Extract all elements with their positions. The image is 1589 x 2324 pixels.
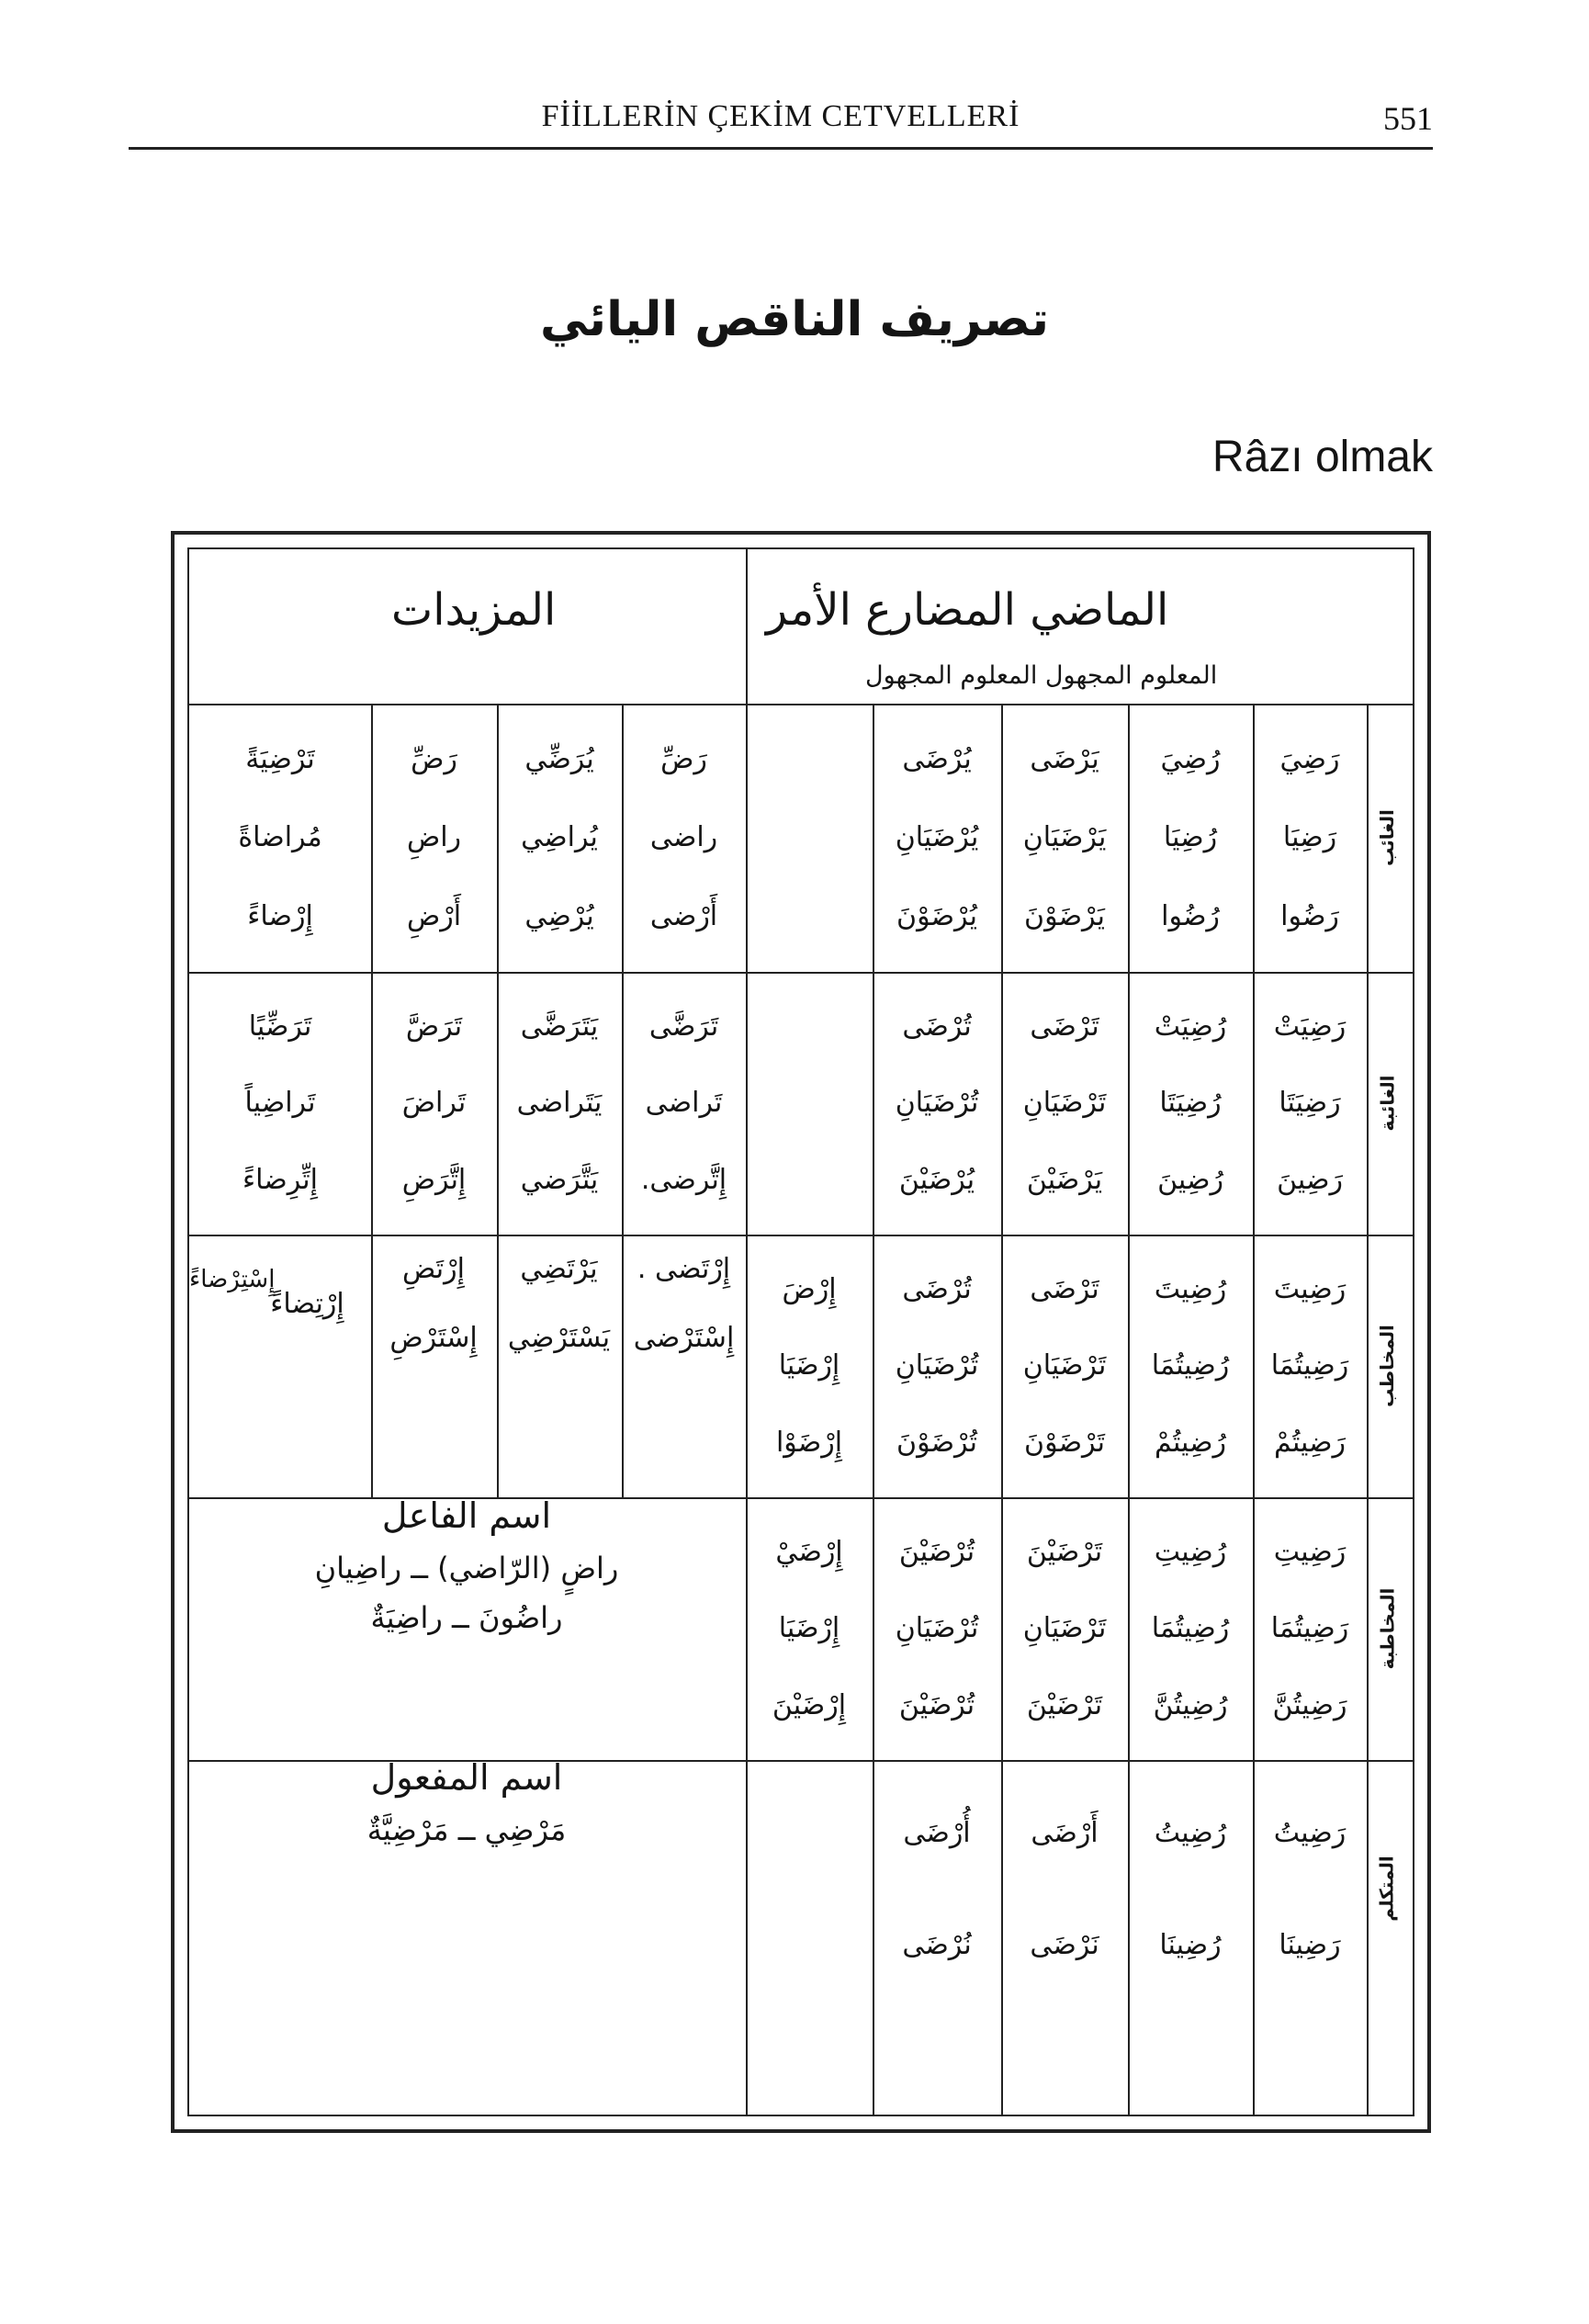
ism-maful-line1: مَرْضِي ــ مَرْضِيَّةٌ <box>366 1812 567 1847</box>
verb-form: تَرْضَى <box>1030 1273 1099 1306</box>
mazid-form: راضى <box>649 821 718 854</box>
page-number: 551 <box>1383 100 1433 137</box>
conjugation-table-inner <box>187 547 1414 2116</box>
madi-malum-cell <box>1253 1777 1367 2001</box>
mazid-form: أَرْضِ <box>406 899 462 932</box>
mazid-form: يَتَراضى <box>516 1087 603 1120</box>
mazid-form: تَرَضَّ <box>405 1010 463 1044</box>
verb-form: رَضِيَ <box>1279 743 1340 776</box>
madi-majhul-cell <box>1128 720 1253 955</box>
grid-line-horizontal <box>189 1760 1413 1762</box>
group-label <box>1367 972 1407 1235</box>
verb-form: يَرْضَى <box>1030 743 1099 776</box>
madi-malum-cell <box>1253 988 1367 1218</box>
mazid-row3-col3-line: إِسْتَرْضِ <box>389 1322 478 1354</box>
verb-form: رُضُوا <box>1161 899 1220 932</box>
mazid-row3-col4-line: إِرْتِضاءً <box>270 1287 344 1320</box>
verb-form: تَرْضَوْنَ <box>1024 1426 1105 1459</box>
mudari-majhul-cell <box>873 720 1001 955</box>
verb-form: تَرْضَى <box>1030 1010 1099 1044</box>
mazid-row3-col3 <box>371 1235 496 1372</box>
mudari-malum-cell <box>1001 1514 1128 1743</box>
ism-fail-block <box>189 1495 744 1635</box>
tense-header: الماضي المضارع الأمر <box>766 584 1169 636</box>
verb-form: رُضِيتِ <box>1154 1536 1227 1569</box>
verb-meaning: Râzı olmak <box>1211 433 1433 481</box>
voice-header: المعلوم المجهول المعلوم المجهول <box>865 661 1218 690</box>
main-title: تصريف الناقص اليائي <box>539 292 1050 347</box>
amr-cell <box>746 1514 873 1743</box>
group-label-text: المخاطب <box>1376 1325 1398 1407</box>
mazid-row3-col1-line: إِسْتَرْضى <box>633 1322 735 1354</box>
group-label <box>1367 1235 1407 1497</box>
mazid-form: إِتِّرِضاءً <box>242 1163 318 1196</box>
verb-form: تَرْضَيَانِ <box>1022 1612 1107 1645</box>
verb-form: رَضِينَا <box>1279 1928 1341 1961</box>
verb-form: إِرْضَيَا <box>778 1349 840 1382</box>
verb-form: تُرْضَى <box>902 1010 972 1044</box>
mazid-form: مُراضاةً <box>238 821 322 854</box>
ism-maful-block <box>189 1757 744 1847</box>
mazid-form: تَرْضِيَةً <box>245 743 315 776</box>
verb-form: رَضِيتُ <box>1273 1816 1347 1849</box>
verb-form: رُضِيَتَا <box>1159 1087 1222 1120</box>
verb-form: رُضِيَا <box>1163 821 1218 854</box>
madi-majhul-cell <box>1128 1777 1253 2001</box>
conjugation-table <box>171 531 1431 2133</box>
madi-majhul-cell <box>1128 1251 1253 1481</box>
verb-form: رَضِيتُمْ <box>1273 1426 1347 1459</box>
verb-form: رُضِيَ <box>1160 743 1221 776</box>
mazid-col2-cell <box>497 988 622 1218</box>
group-label-text: المخاطبة <box>1376 1587 1399 1670</box>
group-label <box>1367 1760 1407 2017</box>
mudari-malum-cell <box>1001 720 1128 955</box>
verb-form: تُرْضَيْنَ <box>898 1536 975 1569</box>
verb-form: إِرْضَ <box>782 1273 837 1306</box>
verb-form: تُرْضَيَانِ <box>895 1612 979 1645</box>
mazid-col3-cell <box>371 988 497 1218</box>
mudari-malum-cell <box>1001 988 1128 1218</box>
amr-cell <box>746 720 873 955</box>
mazid-col1-cell <box>622 720 746 955</box>
ism-fail-line1: راضٍ (الرّاضي) ــ راضِيانِ <box>314 1551 619 1585</box>
verb-form: تَرْضَيْنَ <box>1026 1688 1103 1721</box>
mazid-row3-col1-line: إِرْتَضى . <box>637 1253 731 1285</box>
mazid-form: رَضِّ <box>411 743 457 776</box>
mazid-row3-col4 <box>244 1235 370 1372</box>
verb-form: رُضِيتُمَا <box>1151 1612 1230 1645</box>
verb-form: رُضِيَتْ <box>1154 1010 1227 1044</box>
amr-cell <box>746 1777 873 2001</box>
mazid-col3-cell <box>371 720 497 955</box>
verb-form: تَرْضَيْنَ <box>1026 1536 1103 1569</box>
verb-form: يُرْضَيَانِ <box>895 821 979 854</box>
mazid-header: المزيدات <box>391 584 557 636</box>
verb-form: رُضِينَا <box>1159 1928 1222 1961</box>
mazid-form: يُراضِي <box>521 821 598 854</box>
verb-form: رَضِيتُمَا <box>1270 1349 1349 1382</box>
mazid-form: تَرَضَّى <box>648 1010 719 1044</box>
verb-form: رُضِيتَ <box>1154 1273 1227 1306</box>
verb-form: يَرْضَوْنَ <box>1024 899 1105 932</box>
mazid-col1-cell <box>622 988 746 1218</box>
verb-form: رَضِيتُمَا <box>1270 1612 1349 1645</box>
mudari-majhul-cell <box>873 988 1001 1218</box>
verb-form: رَضِيَا <box>1282 821 1337 854</box>
mazid-form: إِتَّرضى. <box>640 1163 727 1196</box>
ism-fail-title: اسم الفاعل <box>381 1495 552 1536</box>
verb-form: تُرْضَوْنَ <box>896 1426 977 1459</box>
mazid-row3-col3-line: إِرْتَضِ <box>402 1253 465 1285</box>
madi-malum-cell <box>1253 1251 1367 1481</box>
ism-fail-line2: راضُونَ ــ راضِيَةٌ <box>370 1600 563 1635</box>
group-label <box>1367 704 1407 972</box>
mazid-form: تَراضى <box>645 1087 723 1120</box>
verb-form: رَضُوا <box>1280 899 1339 932</box>
mazid-row3-col2-line: يَرْتَضِي <box>520 1253 598 1285</box>
mudari-malum-cell <box>1001 1251 1128 1481</box>
madi-malum-cell <box>1253 720 1367 955</box>
group-label-text: الغائبة <box>1376 1075 1398 1132</box>
verb-form: تُرْضَيْنَ <box>898 1688 975 1721</box>
madi-majhul-cell <box>1128 988 1253 1218</box>
mudari-majhul-cell <box>873 1514 1001 1743</box>
verb-form: رُضِيتُ <box>1154 1816 1227 1849</box>
verb-form: إِرْضَوْا <box>775 1426 843 1459</box>
mazid-row3-col2 <box>497 1235 621 1372</box>
verb-form: رَضِيَتْ <box>1273 1010 1347 1044</box>
verb-form: يُرْضَيْنَ <box>898 1163 975 1196</box>
verb-form: إِرْضَيْنَ <box>772 1688 847 1721</box>
group-label-text: الغائب <box>1376 809 1399 866</box>
verb-form: رَضِيتُنَّ <box>1272 1688 1347 1721</box>
verb-form: تَرْضَيَانِ <box>1022 1087 1107 1120</box>
group-label-text: المتكلم <box>1376 1856 1399 1922</box>
mudari-malum-cell <box>1001 1777 1128 2001</box>
grid-line-horizontal <box>189 1497 1413 1499</box>
verb-form: رَضِيَتَا <box>1279 1087 1341 1120</box>
mazid-col4-cell <box>189 988 371 1218</box>
verb-form: تُرْضَيَانِ <box>895 1349 979 1382</box>
amr-cell <box>746 1251 873 1481</box>
mazid-form: أَرْضى <box>649 899 718 932</box>
verb-form: تَرْضَيَانِ <box>1022 1349 1107 1382</box>
verb-form: إِرْضَيْ <box>775 1536 843 1569</box>
verb-form: يَرْضَيَانِ <box>1022 821 1107 854</box>
verb-form: رَضِيتِ <box>1273 1536 1347 1569</box>
verb-form: رُضِيتُمَا <box>1151 1349 1230 1382</box>
mazid-row3-col1 <box>622 1235 746 1372</box>
verb-form: يَرْضَيْنَ <box>1026 1163 1103 1196</box>
verb-form: رُضِيتُنَّ <box>1153 1688 1228 1721</box>
verb-form: نُرْضَى <box>902 1928 972 1961</box>
verb-form: رَضِينَ <box>1277 1163 1343 1196</box>
ism-maful-title: اسم المفعول <box>370 1757 563 1798</box>
verb-form: تُرْضَيَانِ <box>895 1087 979 1120</box>
mazid-form: يُرَضِّي <box>524 743 594 776</box>
mazid-form: تَراضَ <box>401 1087 467 1120</box>
mazid-form: رَضِّ <box>660 743 707 776</box>
madi-majhul-cell <box>1128 1514 1253 1743</box>
amr-cell <box>746 988 873 1218</box>
verb-form: أَرْضَى <box>1031 1816 1099 1849</box>
verb-form: رُضِينَ <box>1157 1163 1223 1196</box>
verb-form: نَرْضَى <box>1030 1928 1099 1961</box>
group-label <box>1367 1497 1407 1760</box>
verb-form: تُرْضَى <box>902 1273 972 1306</box>
verb-form: أُرْضَى <box>903 1816 971 1849</box>
verb-form: رُضِيتُمْ <box>1154 1426 1227 1459</box>
mudari-majhul-cell <box>873 1777 1001 2001</box>
mazid-row3-overflow: إِسْتِرْضاءً <box>189 1266 276 1293</box>
verb-form: يُرْضَوْنَ <box>896 899 977 932</box>
madi-malum-cell <box>1253 1514 1367 1743</box>
mazid-form: يَتَرَضَّى <box>520 1010 599 1044</box>
mazid-form: راضِ <box>406 821 462 854</box>
mazid-form: تَرَضِّيًا <box>248 1010 312 1044</box>
verb-form: رَضِيتَ <box>1273 1273 1347 1306</box>
mazid-form: إِرْضاءً <box>247 899 313 932</box>
running-title: FİİLLERİN ÇEKİM CETVELLERİ <box>541 99 1020 133</box>
verb-form: إِرْضَيَا <box>778 1612 840 1645</box>
mazid-col2-cell <box>497 720 622 955</box>
mazid-form: إِتَّرَضِ <box>401 1163 467 1196</box>
mazid-row3-col2-line: يَسْتَرْضِي <box>507 1322 611 1354</box>
verb-form: يُرْضَى <box>902 743 972 776</box>
mazid-col4-cell <box>189 720 371 955</box>
mudari-majhul-cell <box>873 1251 1001 1481</box>
page-header <box>129 90 1433 150</box>
mazid-form: تَراضِياً <box>244 1087 316 1120</box>
mazid-form: يُرْضِي <box>524 899 594 932</box>
mazid-form: يَتَّرَضي <box>520 1163 599 1196</box>
